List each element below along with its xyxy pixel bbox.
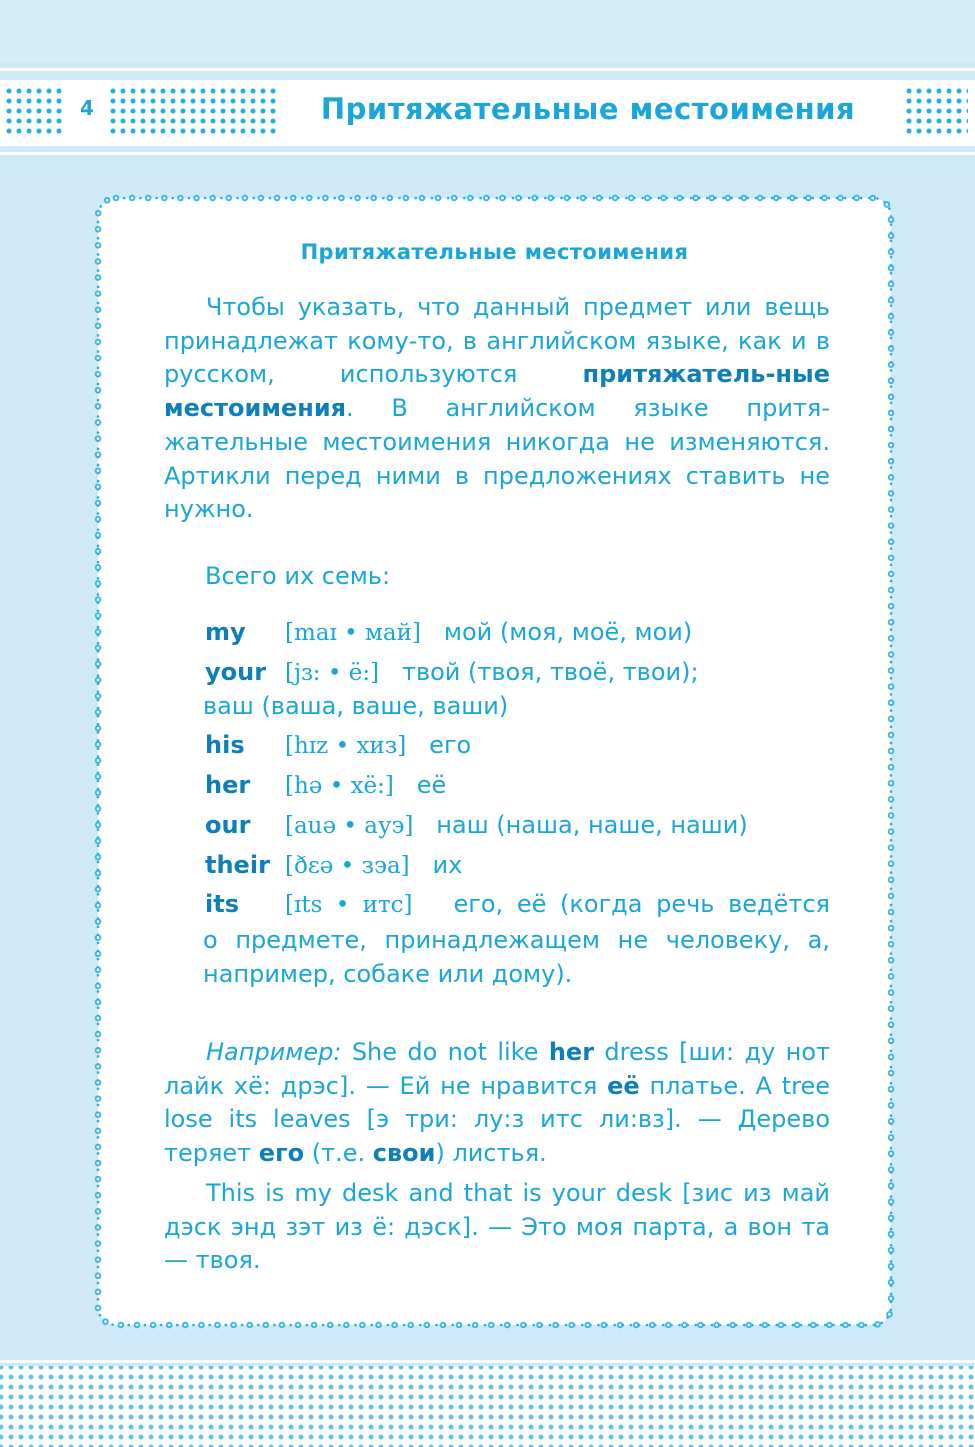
- pronoun-translation: его, её (когда речь ведётся: [453, 890, 830, 918]
- pronoun-translation: наш (наша, наше, наши): [436, 811, 748, 839]
- example-text: dress [ши: ду нот лайк хё: дрэс]. — Ей не нравится: [164, 1038, 830, 1100]
- pronoun-row-her: [205, 771, 446, 799]
- pronoun-transcription: [ɪts • итс]: [285, 892, 413, 918]
- footer-dots-band: [0, 1366, 975, 1447]
- example-paragraph: [164, 1036, 830, 1171]
- header-rule-bottom: [0, 152, 975, 155]
- top-band: [0, 0, 975, 62]
- pronoun-word: her: [205, 771, 251, 799]
- header-dots-right: [904, 86, 968, 136]
- pronoun-row-your: [205, 658, 699, 686]
- header-dots-left: [4, 86, 64, 136]
- pronoun-row-its: [205, 890, 830, 918]
- page-number: 4: [80, 96, 94, 120]
- intro-bold-term: притяжатель-ные местоимения: [164, 360, 830, 423]
- pronoun-transcription: [ðɛə • зэа]: [285, 853, 410, 879]
- example-paragraph-2: This is my desk and that is your desk [зис из май дэск энд зэт из ё: дэск]. — Это моя парта, а вон та — твоя.: [164, 1179, 830, 1275]
- pronoun-translation: их: [432, 851, 463, 879]
- footer-rule: [0, 1360, 975, 1363]
- pronoun-continuation-its: о предмете, принадлежащем не человеку, а, например, собаке или дому).: [203, 926, 830, 988]
- pronoun-transcription: [jɜ: • ё:]: [285, 660, 380, 686]
- pronoun-word: our: [205, 811, 251, 839]
- pronoun-word: my: [205, 618, 246, 646]
- header-dots-middle: [108, 86, 278, 136]
- pronoun-translation: его: [429, 731, 472, 759]
- intro-text: Чтобы указать, что данный предмет или вещь принадлежат кому-то, в английском языке, как и в русском, используются: [164, 293, 830, 389]
- pronoun-word: your: [205, 658, 267, 686]
- pronoun-translation: твой (твоя, твоё, твои);: [401, 658, 699, 686]
- pronoun-transcription: [hɪz • хиз]: [285, 733, 407, 759]
- pronoun-word: their: [205, 851, 270, 879]
- header-rule-top: [0, 68, 975, 71]
- intro-text-rest: . В английском языке притя-жательные местоимения никогда не изменяются. Артикли перед ними в предложениях ставить не нужно.: [164, 394, 830, 524]
- example-text: (т.е.: [304, 1139, 373, 1168]
- pronoun-word: its: [205, 890, 239, 918]
- example-text: платье. A tree lose its leaves [э три: лу:з итс ли:вз]. — Дерево теряет: [164, 1071, 830, 1168]
- header-title: Притяжательные местоимения: [320, 92, 856, 126]
- example-bold: her: [548, 1038, 595, 1066]
- intro-paragraph: [164, 291, 830, 527]
- card-title: Притяжательные местоимения: [300, 240, 689, 264]
- pronoun-transcription: [hə • хё:]: [285, 773, 394, 799]
- example-bold: её: [607, 1071, 640, 1100]
- pronoun-row-their: [205, 851, 462, 879]
- pronoun-row-my: [205, 618, 692, 646]
- pronoun-transcription: [maɪ • май]: [285, 620, 421, 646]
- pronoun-translation: её: [416, 771, 447, 799]
- pronoun-translation: мой (моя, моё, мои): [443, 618, 693, 646]
- example-label: Например:: [206, 1038, 342, 1066]
- example-text: She do not like: [341, 1038, 549, 1066]
- example-bold: свои: [372, 1139, 436, 1168]
- pronoun-word: his: [205, 731, 245, 759]
- example-text: ) листья.: [435, 1139, 547, 1168]
- count-line: Всего их семь:: [205, 562, 391, 590]
- pronoun-row-our: [205, 811, 748, 839]
- pronoun-transcription: [auə • ауэ]: [285, 813, 414, 839]
- pronoun-continuation-your: ваш (ваша, ваше, ваши): [203, 692, 509, 720]
- pronoun-row-his: [205, 731, 471, 759]
- example-bold: его: [258, 1139, 305, 1168]
